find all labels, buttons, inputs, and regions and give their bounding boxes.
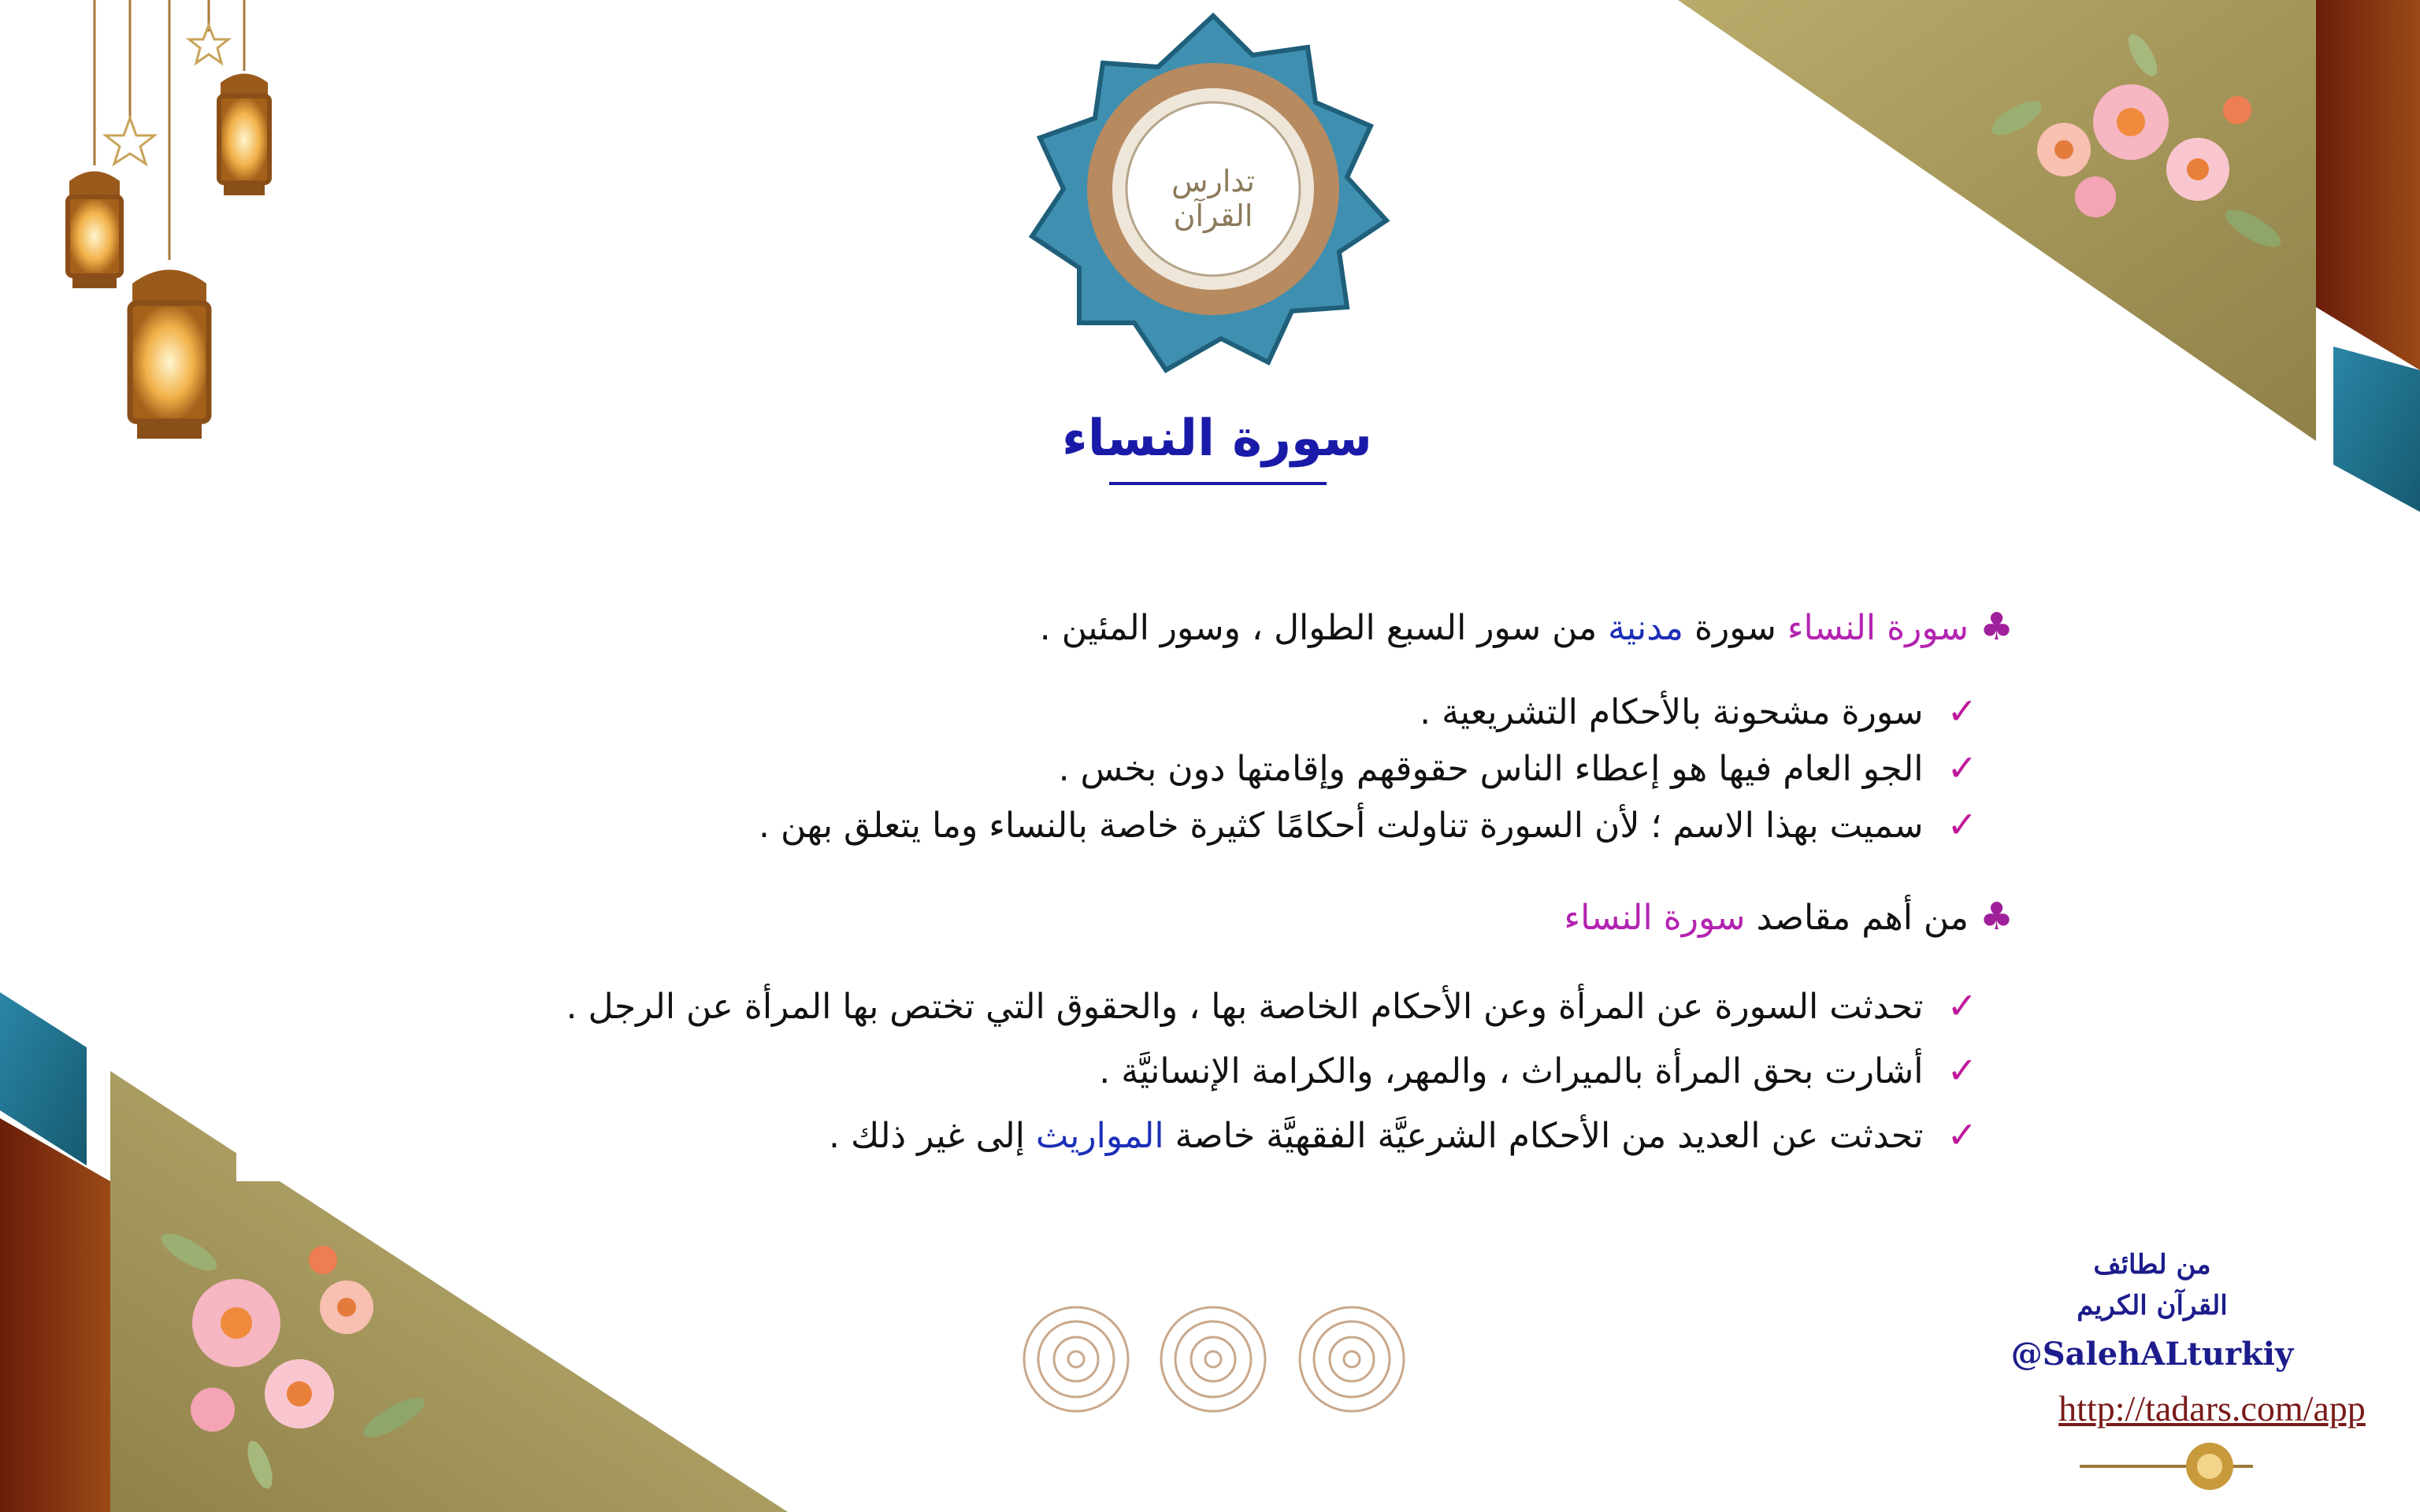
list-item: ✓سميت بهذا الاسم ؛ لأن السورة تناولت أحكامًا كثيرة خاصة بالنساء وما يتعلق بهن . — [759, 803, 1977, 846]
star-icon — [106, 25, 228, 164]
mandala-icon — [1024, 1307, 1128, 1411]
checkmark-icon: ✓ — [1947, 1114, 1977, 1156]
point-surah-intro: ♣سورة النساء سورة مدنية من سور السبع الطوال ، وسور المئين . — [1039, 605, 2014, 649]
title-underline — [1109, 482, 1327, 485]
lantern-icon — [219, 74, 269, 196]
credit-line-1: من لطائف — [2093, 1249, 2211, 1280]
list-item: ✓تحدثت السورة عن المرأة وعن الأحكام الخاصة بها ، والحقوق التي تختص بها المرأة عن الرجل . — [566, 984, 1977, 1027]
club-icon: ♣ — [1979, 895, 2014, 939]
page-title: سورة النساء — [1062, 410, 1372, 468]
list-item: ✓سورة مشحونة بالأحكام التشريعية . — [1420, 690, 1977, 732]
ornament-divider-icon — [2080, 1443, 2253, 1490]
content-panel — [236, 583, 2048, 1181]
checkmark-icon: ✓ — [1947, 747, 1977, 789]
website-link[interactable]: http://tadars.com/app — [2058, 1388, 2366, 1429]
credit-line-2: القرآن الكريم — [2077, 1290, 2228, 1321]
list-item: ✓أشارت بحق المرأة بالميراث ، والمهر، والكرامة الإنسانيَّة . — [1099, 1049, 1977, 1091]
checkmark-icon: ✓ — [1947, 803, 1977, 846]
twitter-handle[interactable]: @SalehALturkiy — [2010, 1336, 2294, 1373]
bottom-left-brown-band — [0, 1118, 110, 1512]
checkmark-icon: ✓ — [1947, 984, 1977, 1027]
point-surah-objectives: ♣من أهم مقاصد سورة النساء — [1564, 895, 2014, 939]
lantern-icon — [130, 270, 209, 439]
checkmark-icon: ✓ — [1947, 1049, 1977, 1091]
emblem-calligraphy: تدارس القرآن — [1171, 164, 1255, 233]
right-teal-tab — [2333, 346, 2420, 512]
mandala-icon — [1161, 1307, 1265, 1411]
checkmark-icon: ✓ — [1947, 690, 1977, 732]
credit-block — [2010, 1244, 2294, 1378]
mandala-icon — [1300, 1307, 1404, 1411]
list-item: ✓الجو العام فيها هو إعطاء الناس حقوقهم وإقامتها دون بخس . — [1058, 747, 1977, 789]
list-item: ✓تحدثت عن العديد من الأحكام الشرعيَّة الفقهيَّة خاصة المواريث إلى غير ذلك . — [829, 1114, 1977, 1156]
lantern-icon — [68, 172, 121, 289]
top-right-brown-band — [2316, 0, 2420, 370]
top-right-olive-panel — [1678, 0, 2316, 441]
club-icon: ♣ — [1979, 605, 2014, 649]
